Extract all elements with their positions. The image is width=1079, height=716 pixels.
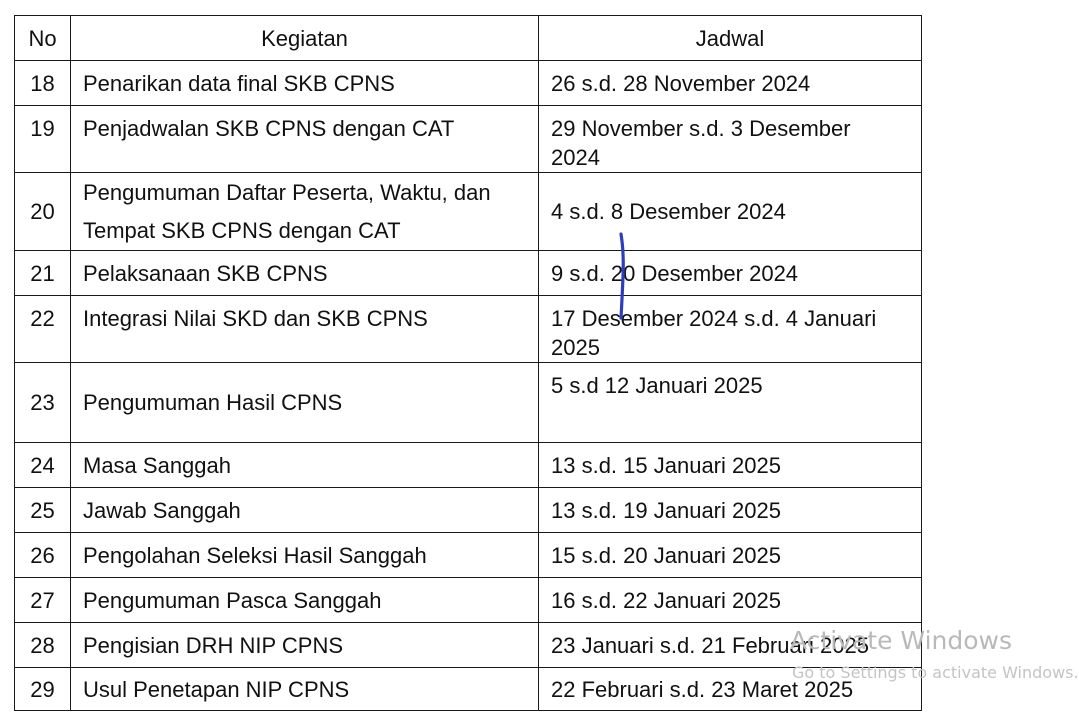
row-kegiatan: Jawab Sanggah: [71, 488, 539, 533]
row-no: 18: [15, 61, 71, 106]
row-kegiatan: Masa Sanggah: [71, 443, 539, 488]
row-kegiatan: Pengisian DRH NIP CPNS: [71, 623, 539, 668]
row-jadwal: 29 November s.d. 3 Desember 2024: [539, 106, 922, 173]
row-jadwal: 13 s.d. 15 Januari 2025: [539, 443, 922, 488]
table-row: [15, 533, 922, 578]
row-jadwal: 9 s.d. 20 Desember 2024: [539, 251, 922, 296]
header-no: No: [15, 16, 71, 61]
header-jadwal: Jadwal: [539, 16, 922, 61]
table-row: [15, 296, 922, 363]
row-jadwal: 13 s.d. 19 Januari 2025: [539, 488, 922, 533]
row-kegiatan: Pengumuman Pasca Sanggah: [71, 578, 539, 623]
row-no: 22: [15, 296, 71, 363]
table-row: [15, 578, 922, 623]
row-no: 29: [15, 668, 71, 711]
row-jadwal: 4 s.d. 8 Desember 2024: [539, 173, 922, 251]
table-row: [15, 668, 922, 711]
table-row: [15, 61, 922, 106]
watermark-subtitle: Go to Settings to activate Windows.: [792, 663, 1079, 682]
table-row: [15, 443, 922, 488]
watermark-title: Activate Windows: [790, 626, 1012, 655]
row-no: 23: [15, 363, 71, 443]
row-no: 24: [15, 443, 71, 488]
row-jadwal: 17 Desember 2024 s.d. 4 Januari 2025: [539, 296, 922, 363]
schedule-table: [14, 15, 922, 711]
table-row: [15, 363, 922, 443]
row-no: 25: [15, 488, 71, 533]
header-kegiatan: Kegiatan: [71, 16, 539, 61]
table-row: [15, 488, 922, 533]
row-jadwal: 23 Januari s.d. 21 Februari 2025: [539, 623, 922, 668]
row-kegiatan: Pengolahan Seleksi Hasil Sanggah: [71, 533, 539, 578]
row-no: 27: [15, 578, 71, 623]
row-kegiatan: Penjadwalan SKB CPNS dengan CAT: [71, 106, 539, 173]
row-kegiatan: Usul Penetapan NIP CPNS: [71, 668, 539, 711]
table-header-row: [15, 16, 922, 61]
table-row: [15, 106, 922, 173]
row-no: 28: [15, 623, 71, 668]
row-no: 19: [15, 106, 71, 173]
row-kegiatan: Pengumuman Daftar Peserta, Waktu, dan Tempat SKB CPNS dengan CAT: [71, 173, 539, 251]
row-kegiatan: Penarikan data final SKB CPNS: [71, 61, 539, 106]
row-kegiatan: Integrasi Nilai SKD dan SKB CPNS: [71, 296, 539, 363]
row-no: 21: [15, 251, 71, 296]
row-jadwal: 15 s.d. 20 Januari 2025: [539, 533, 922, 578]
row-jadwal: 16 s.d. 22 Januari 2025: [539, 578, 922, 623]
row-jadwal: 5 s.d 12 Januari 2025: [539, 363, 922, 443]
table-row: [15, 251, 922, 296]
table-row: [15, 623, 922, 668]
row-jadwal: 26 s.d. 28 November 2024: [539, 61, 922, 106]
row-jadwal: 22 Februari s.d. 23 Maret 2025: [539, 668, 922, 711]
row-kegiatan: Pengumuman Hasil CPNS: [71, 363, 539, 443]
row-no: 20: [15, 173, 71, 251]
row-kegiatan: Pelaksanaan SKB CPNS: [71, 251, 539, 296]
table-row: [15, 173, 922, 251]
row-no: 26: [15, 533, 71, 578]
